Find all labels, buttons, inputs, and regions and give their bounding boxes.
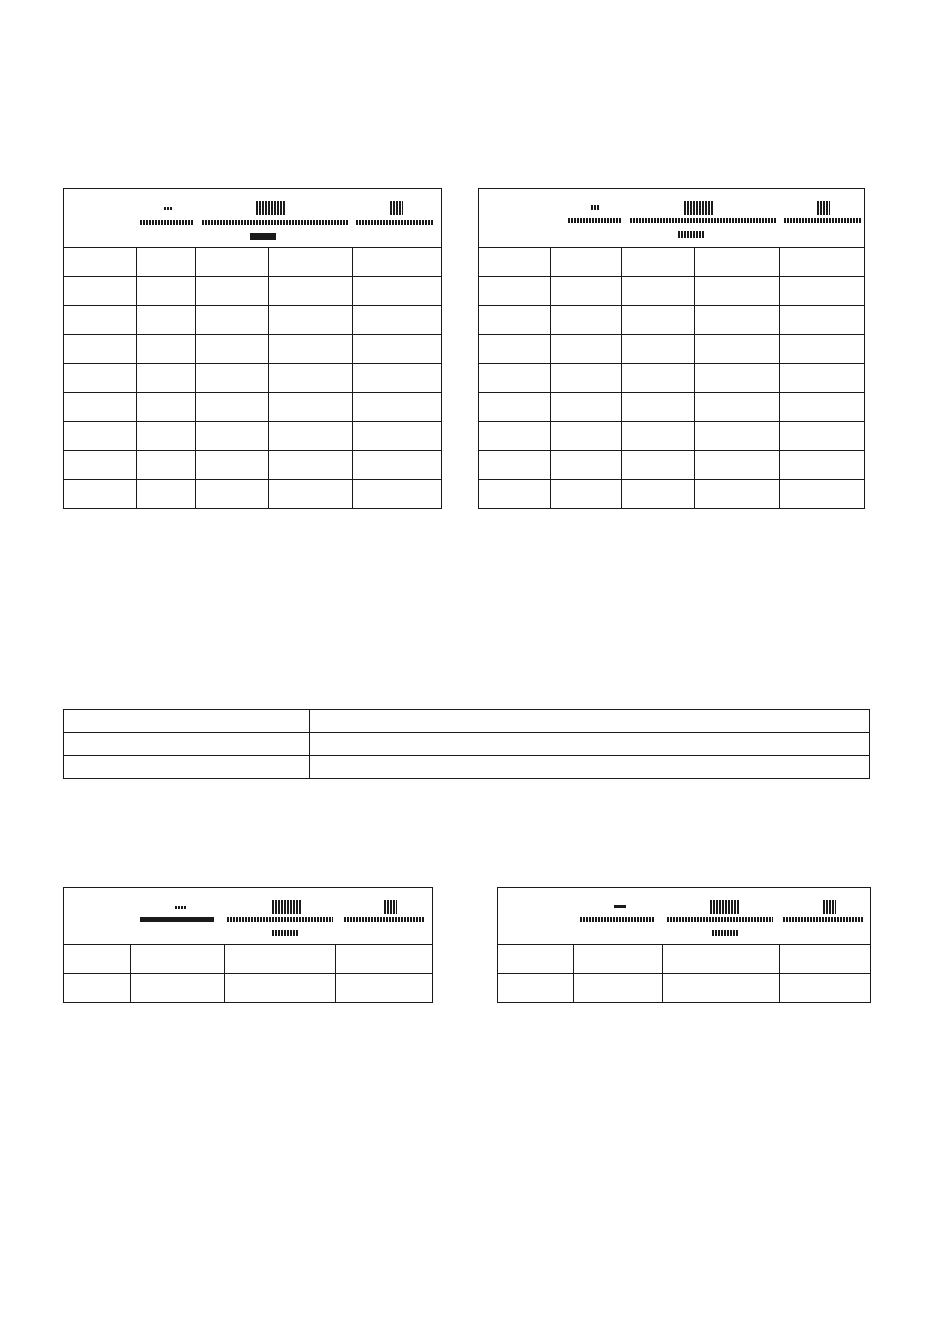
table-row [498, 974, 871, 1003]
table-row [479, 335, 865, 364]
header-bar-left [568, 218, 622, 223]
header-mark-center-bottom [678, 231, 704, 238]
table-row [64, 756, 870, 779]
table-header-row [64, 189, 442, 248]
table-row [479, 248, 865, 277]
table-row [64, 733, 870, 756]
table-row [64, 422, 442, 451]
table-row [64, 451, 442, 480]
header-mark-center-bottom [712, 930, 738, 936]
header-bar-right [783, 917, 863, 922]
header-mark-minus [614, 905, 626, 908]
table-header-cell [479, 189, 865, 248]
header-graphic [479, 189, 864, 247]
table-row [64, 945, 433, 974]
table-row [64, 248, 442, 277]
table-top-left [63, 188, 442, 509]
header-bar-right [784, 218, 862, 223]
header-bar-right [356, 220, 434, 225]
header-bar-center [667, 917, 773, 922]
table-row [479, 306, 865, 335]
header-bar-center [630, 218, 776, 223]
table-bottom-right [497, 887, 871, 1003]
header-bar-center [202, 220, 348, 225]
table-header-cell [64, 189, 442, 248]
table-header-cell [498, 888, 871, 945]
table-header-row [498, 888, 871, 945]
header-mark-ok-top [684, 201, 714, 215]
table-row [479, 422, 865, 451]
table-row [479, 364, 865, 393]
table-row [479, 480, 865, 509]
header-bar-center [227, 917, 333, 922]
header-mark-ok-top [710, 900, 740, 914]
header-mark-center-bottom [272, 930, 298, 936]
header-bar-left [140, 220, 194, 225]
table-row [479, 277, 865, 306]
header-bar-left [140, 917, 214, 922]
header-mark-plus [817, 201, 830, 215]
header-bar-right [344, 917, 424, 922]
header-graphic [498, 888, 870, 944]
header-mark-minus [175, 906, 187, 909]
table-row [64, 306, 442, 335]
header-graphic [64, 189, 441, 247]
table-middle [63, 709, 870, 779]
table-row [64, 364, 442, 393]
table-row [64, 277, 442, 306]
header-mark-minus [591, 205, 600, 210]
table-row [498, 945, 871, 974]
table-bottom-left [63, 887, 433, 1003]
table-row [64, 974, 433, 1003]
header-mark-center-bottom [250, 233, 276, 240]
header-graphic [64, 888, 432, 944]
table-header-row [64, 888, 433, 945]
header-mark-plus [823, 900, 836, 914]
table-header-row [479, 189, 865, 248]
table-top-right [478, 188, 865, 509]
header-mark-plus [384, 900, 397, 914]
header-mark-plus [390, 201, 403, 215]
table-row [479, 393, 865, 422]
table-row [64, 710, 870, 733]
table-row [64, 393, 442, 422]
header-mark-ok-top [256, 201, 286, 215]
header-bar-left [580, 917, 654, 922]
table-row [64, 480, 442, 509]
header-mark-ok-top [272, 900, 302, 914]
header-mark-minus [164, 207, 173, 210]
table-row [64, 335, 442, 364]
table-row [479, 451, 865, 480]
table-header-cell [64, 888, 433, 945]
